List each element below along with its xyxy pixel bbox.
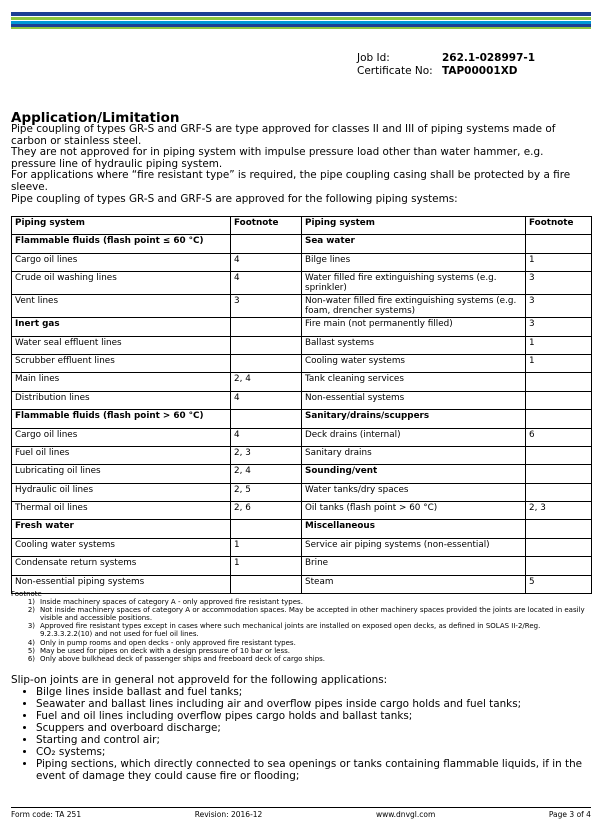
footnote-number: 6) — [27, 654, 35, 663]
column-header-piping-system: Piping system — [12, 217, 231, 235]
footnote-item — [11, 639, 591, 647]
footnote-cell: 1 — [526, 354, 592, 372]
piping-system-cell: Cargo oil lines — [12, 428, 231, 446]
piping-system-cell: Hydraulic oil lines — [12, 483, 231, 501]
piping-system-cell: Distribution lines — [12, 391, 231, 409]
table-row — [12, 557, 592, 575]
footnote-cell: 3 — [526, 295, 592, 318]
footnote-item — [11, 655, 591, 663]
table-row — [12, 336, 592, 354]
table-row — [12, 318, 592, 336]
footer-divider — [11, 807, 591, 808]
column-header-footnote: Footnote — [526, 217, 592, 235]
footnote-cell — [526, 410, 592, 428]
piping-system-cell: Thermal oil lines — [12, 502, 231, 520]
piping-system-cell: Sanitary drains — [302, 446, 526, 464]
footnote-cell — [526, 373, 592, 391]
footnote-cell — [526, 538, 592, 556]
table-row — [12, 465, 592, 483]
piping-system-cell: Scrubber effluent lines — [12, 354, 231, 372]
piping-system-cell: Sounding/vent — [302, 465, 526, 483]
job-id-value: 262.1-028997-1 — [442, 52, 536, 64]
footnote-cell — [526, 465, 592, 483]
piping-system-cell: Brine — [302, 557, 526, 575]
column-header-footnote: Footnote — [231, 217, 302, 235]
footnote-number: 1) — [27, 598, 35, 607]
piping-system-cell: Condensate return systems — [12, 557, 231, 575]
footnote-cell: 1 — [526, 253, 592, 271]
footnote-cell: 4 — [231, 272, 302, 295]
table-row — [12, 235, 592, 253]
list-item: • CO₂ systems; — [36, 746, 591, 758]
piping-system-cell: Ballast systems — [302, 336, 526, 354]
table-row — [12, 253, 592, 271]
footnote-cell — [231, 520, 302, 538]
table-row — [12, 410, 592, 428]
application-intro — [11, 124, 591, 205]
table-row — [12, 502, 592, 520]
footnote-cell: 3 — [526, 318, 592, 336]
footnote-item — [11, 598, 591, 606]
header-band-navy — [11, 12, 591, 16]
footnote-cell — [526, 483, 592, 501]
footnote-cell — [231, 354, 302, 372]
website: www.dnvgl.com — [375, 810, 436, 819]
job-id-label: Job Id: — [357, 52, 390, 64]
revision: Revision: 2016-12 — [194, 810, 263, 819]
piping-system-cell: Cooling water systems — [12, 538, 231, 556]
piping-system-cell: Non-essential systems — [302, 391, 526, 409]
piping-system-cell: Tank cleaning services — [302, 373, 526, 391]
footnote-item — [11, 606, 591, 622]
list-item: • Starting and control air; — [36, 734, 591, 746]
piping-system-cell: Water filled fire extinguishing systems (e.g. sprinkler) — [302, 272, 526, 295]
footnote-cell — [526, 520, 592, 538]
piping-system-cell: Crude oil washing lines — [12, 272, 231, 295]
footnote-cell: 3 — [231, 295, 302, 318]
footnotes — [11, 590, 591, 663]
piping-system-cell: Non-water filled fire extinguishing systems (e.g. foam, drencher systems) — [302, 295, 526, 318]
table-row — [12, 446, 592, 464]
footnote-cell: 5 — [526, 575, 592, 593]
slip-on-section — [11, 674, 591, 782]
footnote-cell: 4 — [231, 253, 302, 271]
slip-on-list — [11, 686, 591, 782]
footnote-cell: 2, 3 — [231, 446, 302, 464]
footnotes-title: Footnote — [11, 590, 42, 598]
footnote-number: 5) — [27, 646, 35, 655]
list-item: • Piping sections, which directly connected to sea openings or tanks containing flammable liquids, if in the event of damage they could cause fire or flooding; — [36, 758, 591, 782]
table-row — [12, 520, 592, 538]
footnote-text: Not inside machinery spaces of category A or accommodation spaces. May be accepted in other machinery spaces provided the joints are located in easily visible and accessible positions. — [40, 606, 585, 623]
piping-system-cell: Vent lines — [12, 295, 231, 318]
footnote-item — [11, 622, 591, 638]
footnote-cell — [231, 235, 302, 253]
certificate-value: TAP00001XD — [442, 65, 518, 77]
piping-system-cell: Service air piping systems (non-essential) — [302, 538, 526, 556]
piping-systems-table — [11, 216, 592, 594]
footnote-cell: 2, 4 — [231, 465, 302, 483]
list-item: • Fuel and oil lines including overflow pipes cargo holds and ballast tanks; — [36, 710, 591, 722]
certificate-label: Certificate No: — [357, 65, 433, 77]
piping-system-cell: Inert gas — [12, 318, 231, 336]
page-number: Page 3 of 4 — [548, 810, 591, 819]
footnote-cell: 3 — [526, 272, 592, 295]
piping-system-cell: Main lines — [12, 373, 231, 391]
intro-paragraph: They are not approved for in piping system with impulse pressure load other than water hammer, e.g. pressure line of hydraulic piping system. — [11, 146, 544, 170]
footnote-number: 2) — [27, 606, 35, 615]
piping-system-cell: Deck drains (internal) — [302, 428, 526, 446]
piping-system-cell: Fresh water — [12, 520, 231, 538]
footnote-cell: 1 — [231, 557, 302, 575]
footnote-cell — [231, 410, 302, 428]
piping-system-cell: Miscellaneous — [302, 520, 526, 538]
footnote-number: 3) — [27, 622, 35, 631]
footnote-cell: 6 — [526, 428, 592, 446]
footnote-text: May be used for pipes on deck with a design pressure of 10 bar or less. — [40, 646, 291, 655]
slip-on-intro: Slip-on joints are in general not approveld for the following applications: — [11, 674, 388, 686]
piping-system-cell: Bilge lines — [302, 253, 526, 271]
column-header-piping-system: Piping system — [302, 217, 526, 235]
footnote-cell — [526, 557, 592, 575]
piping-system-cell: Non-essential piping systems — [12, 575, 231, 593]
form-code: Form code: TA 251 — [11, 810, 82, 819]
footnote-number: 4) — [27, 638, 35, 647]
footnote-text: Only above bulkhead deck of passenger ships and freeboard deck of cargo ships. — [40, 654, 326, 663]
footnote-text: Inside machinery spaces of category A - only approved fire resistant types. — [40, 598, 303, 607]
piping-system-cell: Water seal effluent lines — [12, 336, 231, 354]
list-item: • Seawater and ballast lines including air and overflow pipes inside cargo holds and fuel tanks; — [36, 698, 591, 710]
piping-system-cell: Flammable fluids (flash point > 60 °C) — [12, 410, 231, 428]
job-info — [357, 52, 535, 78]
intro-paragraph: For applications where “fire resistant type” is required, the pipe coupling casing shall be protected by a fire sleeve. — [11, 169, 571, 193]
piping-system-cell: Oil tanks (flash point > 60 °C) — [302, 502, 526, 520]
piping-system-cell: Cooling water systems — [302, 354, 526, 372]
footnote-text: Approved fire resistant types except in cases where such mechanical joints are installed on exposed open decks, as defined in SOLAS II-2/Reg. 9.2.3.3.2.2(10) and not used for fuel oil lines. — [40, 622, 541, 639]
footnote-cell: 2, 3 — [526, 502, 592, 520]
table-row — [12, 428, 592, 446]
footnote-cell — [231, 336, 302, 354]
list-item: • Scuppers and overboard discharge; — [36, 722, 591, 734]
header-band-green-2 — [11, 27, 591, 29]
page-footer — [11, 810, 591, 819]
footnote-cell — [526, 235, 592, 253]
footnote-cell: 4 — [231, 428, 302, 446]
intro-paragraph: Pipe coupling of types GR-S and GRF-S are type approved for classes II and III of piping systems made of carbon or stainless steel. — [11, 123, 556, 147]
piping-system-cell: Fire main (not permanently filled) — [302, 318, 526, 336]
piping-system-cell: Flammable fluids (flash point ≤ 60 °C) — [12, 235, 231, 253]
footnote-text: Only in pump rooms and open decks - only approved fire resistant types. — [40, 638, 296, 647]
header-band-green — [11, 17, 591, 20]
footnote-cell: 4 — [231, 391, 302, 409]
piping-system-cell: Sea water — [302, 235, 526, 253]
piping-system-cell: Sanitary/drains/scuppers — [302, 410, 526, 428]
table-row — [12, 373, 592, 391]
piping-system-cell: Fuel oil lines — [12, 446, 231, 464]
footnote-item — [11, 647, 591, 655]
piping-system-cell: Water tanks/dry spaces — [302, 483, 526, 501]
footnote-cell: 1 — [526, 336, 592, 354]
table-header-row — [12, 217, 592, 235]
footnote-cell — [526, 446, 592, 464]
footnote-cell: 2, 6 — [231, 502, 302, 520]
table-row — [12, 354, 592, 372]
table-row — [12, 295, 592, 318]
footnote-cell: 2, 4 — [231, 373, 302, 391]
footnote-cell — [231, 318, 302, 336]
table-row — [12, 538, 592, 556]
list-item: • Bilge lines inside ballast and fuel tanks; — [36, 686, 591, 698]
intro-paragraph: Pipe coupling of types GR-S and GRF-S are approved for the following piping systems: — [11, 192, 458, 205]
footnote-cell: 1 — [231, 538, 302, 556]
piping-system-cell: Cargo oil lines — [12, 253, 231, 271]
piping-system-cell: Lubricating oil lines — [12, 465, 231, 483]
footnote-cell: 2, 5 — [231, 483, 302, 501]
table-row — [12, 272, 592, 295]
footnote-cell — [526, 391, 592, 409]
section-title: Application/Limitation — [11, 110, 180, 126]
table-row — [12, 391, 592, 409]
table-row — [12, 483, 592, 501]
piping-system-cell: Steam — [302, 575, 526, 593]
